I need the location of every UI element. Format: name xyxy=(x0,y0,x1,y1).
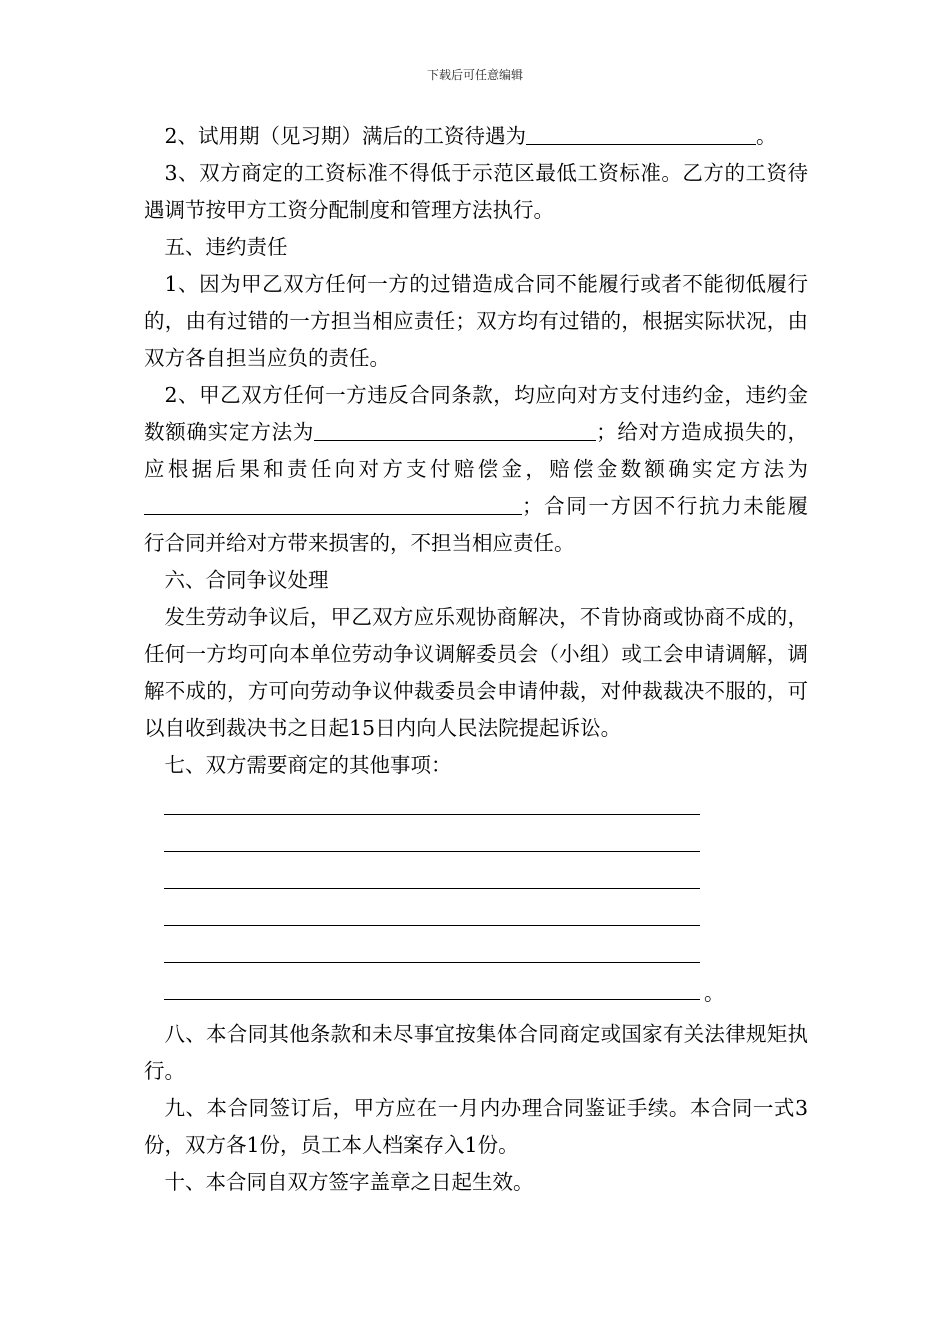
paragraph-effective: 十、本合同自双方签字盖章之日起生效。 xyxy=(164,1170,534,1194)
other-matters-lines xyxy=(144,790,808,1012)
paragraph-breach-2 xyxy=(144,377,808,562)
blank-line xyxy=(164,827,808,864)
paragraph-dispute: 发生劳动争议后，甲乙双方应乐观协商解决，不肯协商或协商不成的，任何一方均可向本单位劳动争议调解委员会（小组）或工会申请调解，调解不成的，方可向劳动争议仲裁委员会申请仲裁，对仲裁裁决不服的，可以自收到裁决书之日起15日内向人民法院提起诉讼。 xyxy=(144,605,808,740)
paragraph-signing: 九、本合同签订后，甲方应在一月内办理合同鉴证手续。本合同一式3份，双方各1份，员工本人档案存入1份。 xyxy=(144,1096,808,1157)
blank-line xyxy=(164,975,808,1012)
fill-blank xyxy=(314,418,596,441)
document-body xyxy=(144,118,808,1201)
paragraph-salary-standard: 3、双方商定的工资标准不得低于示范区最低工资标准。乙方的工资待遇调节按甲方工资分配制度和管理方法执行。 xyxy=(144,161,808,222)
blank-line xyxy=(164,864,808,901)
paragraph-breach-1: 1、因为甲乙双方任何一方的过错造成合同不能履行或者不能彻低履行的，由有过错的一方担当相应责任；双方均有过错的，根据实际状况，由双方各自担当应负的责任。 xyxy=(144,272,808,370)
page-header: 下载后可任意编辑 xyxy=(426,68,523,82)
paragraph-text: 2、试用期（见习期）满后的工资待遇为 xyxy=(164,124,527,148)
fill-blank xyxy=(526,122,756,145)
fill-blank xyxy=(144,492,522,515)
paragraph-text: ；合同一方因不行抗力未能履行合同并给对方带来损害的，不担当相应责任。 xyxy=(144,494,808,555)
paragraph-salary-after-probation xyxy=(144,118,808,155)
section-heading-dispute: 六、合同争议处理 xyxy=(164,568,329,592)
section-heading-other-matters: 七、双方需要商定的其他事项： xyxy=(164,753,452,777)
paragraph-text: 。 xyxy=(756,124,777,148)
blank-line xyxy=(164,790,808,827)
paragraph-text: ；给对方造成损失的，应根据后果和责任向对方支付赔偿金，赔偿金数额确实定方法为 xyxy=(144,420,809,481)
line-end-mark: 。 xyxy=(704,981,725,1005)
section-heading-breach: 五、违约责任 xyxy=(164,235,288,259)
blank-line xyxy=(164,901,808,938)
paragraph-other-terms: 八、本合同其他条款和未尽事宜按集体合同商定或国家有关法律规矩执行。 xyxy=(144,1022,808,1083)
paragraph-text: 2、甲乙双方任何一方违反合同条款，均应向对方支付违约金，违约金数额确实定方法为 xyxy=(144,383,808,444)
blank-line xyxy=(164,938,808,975)
